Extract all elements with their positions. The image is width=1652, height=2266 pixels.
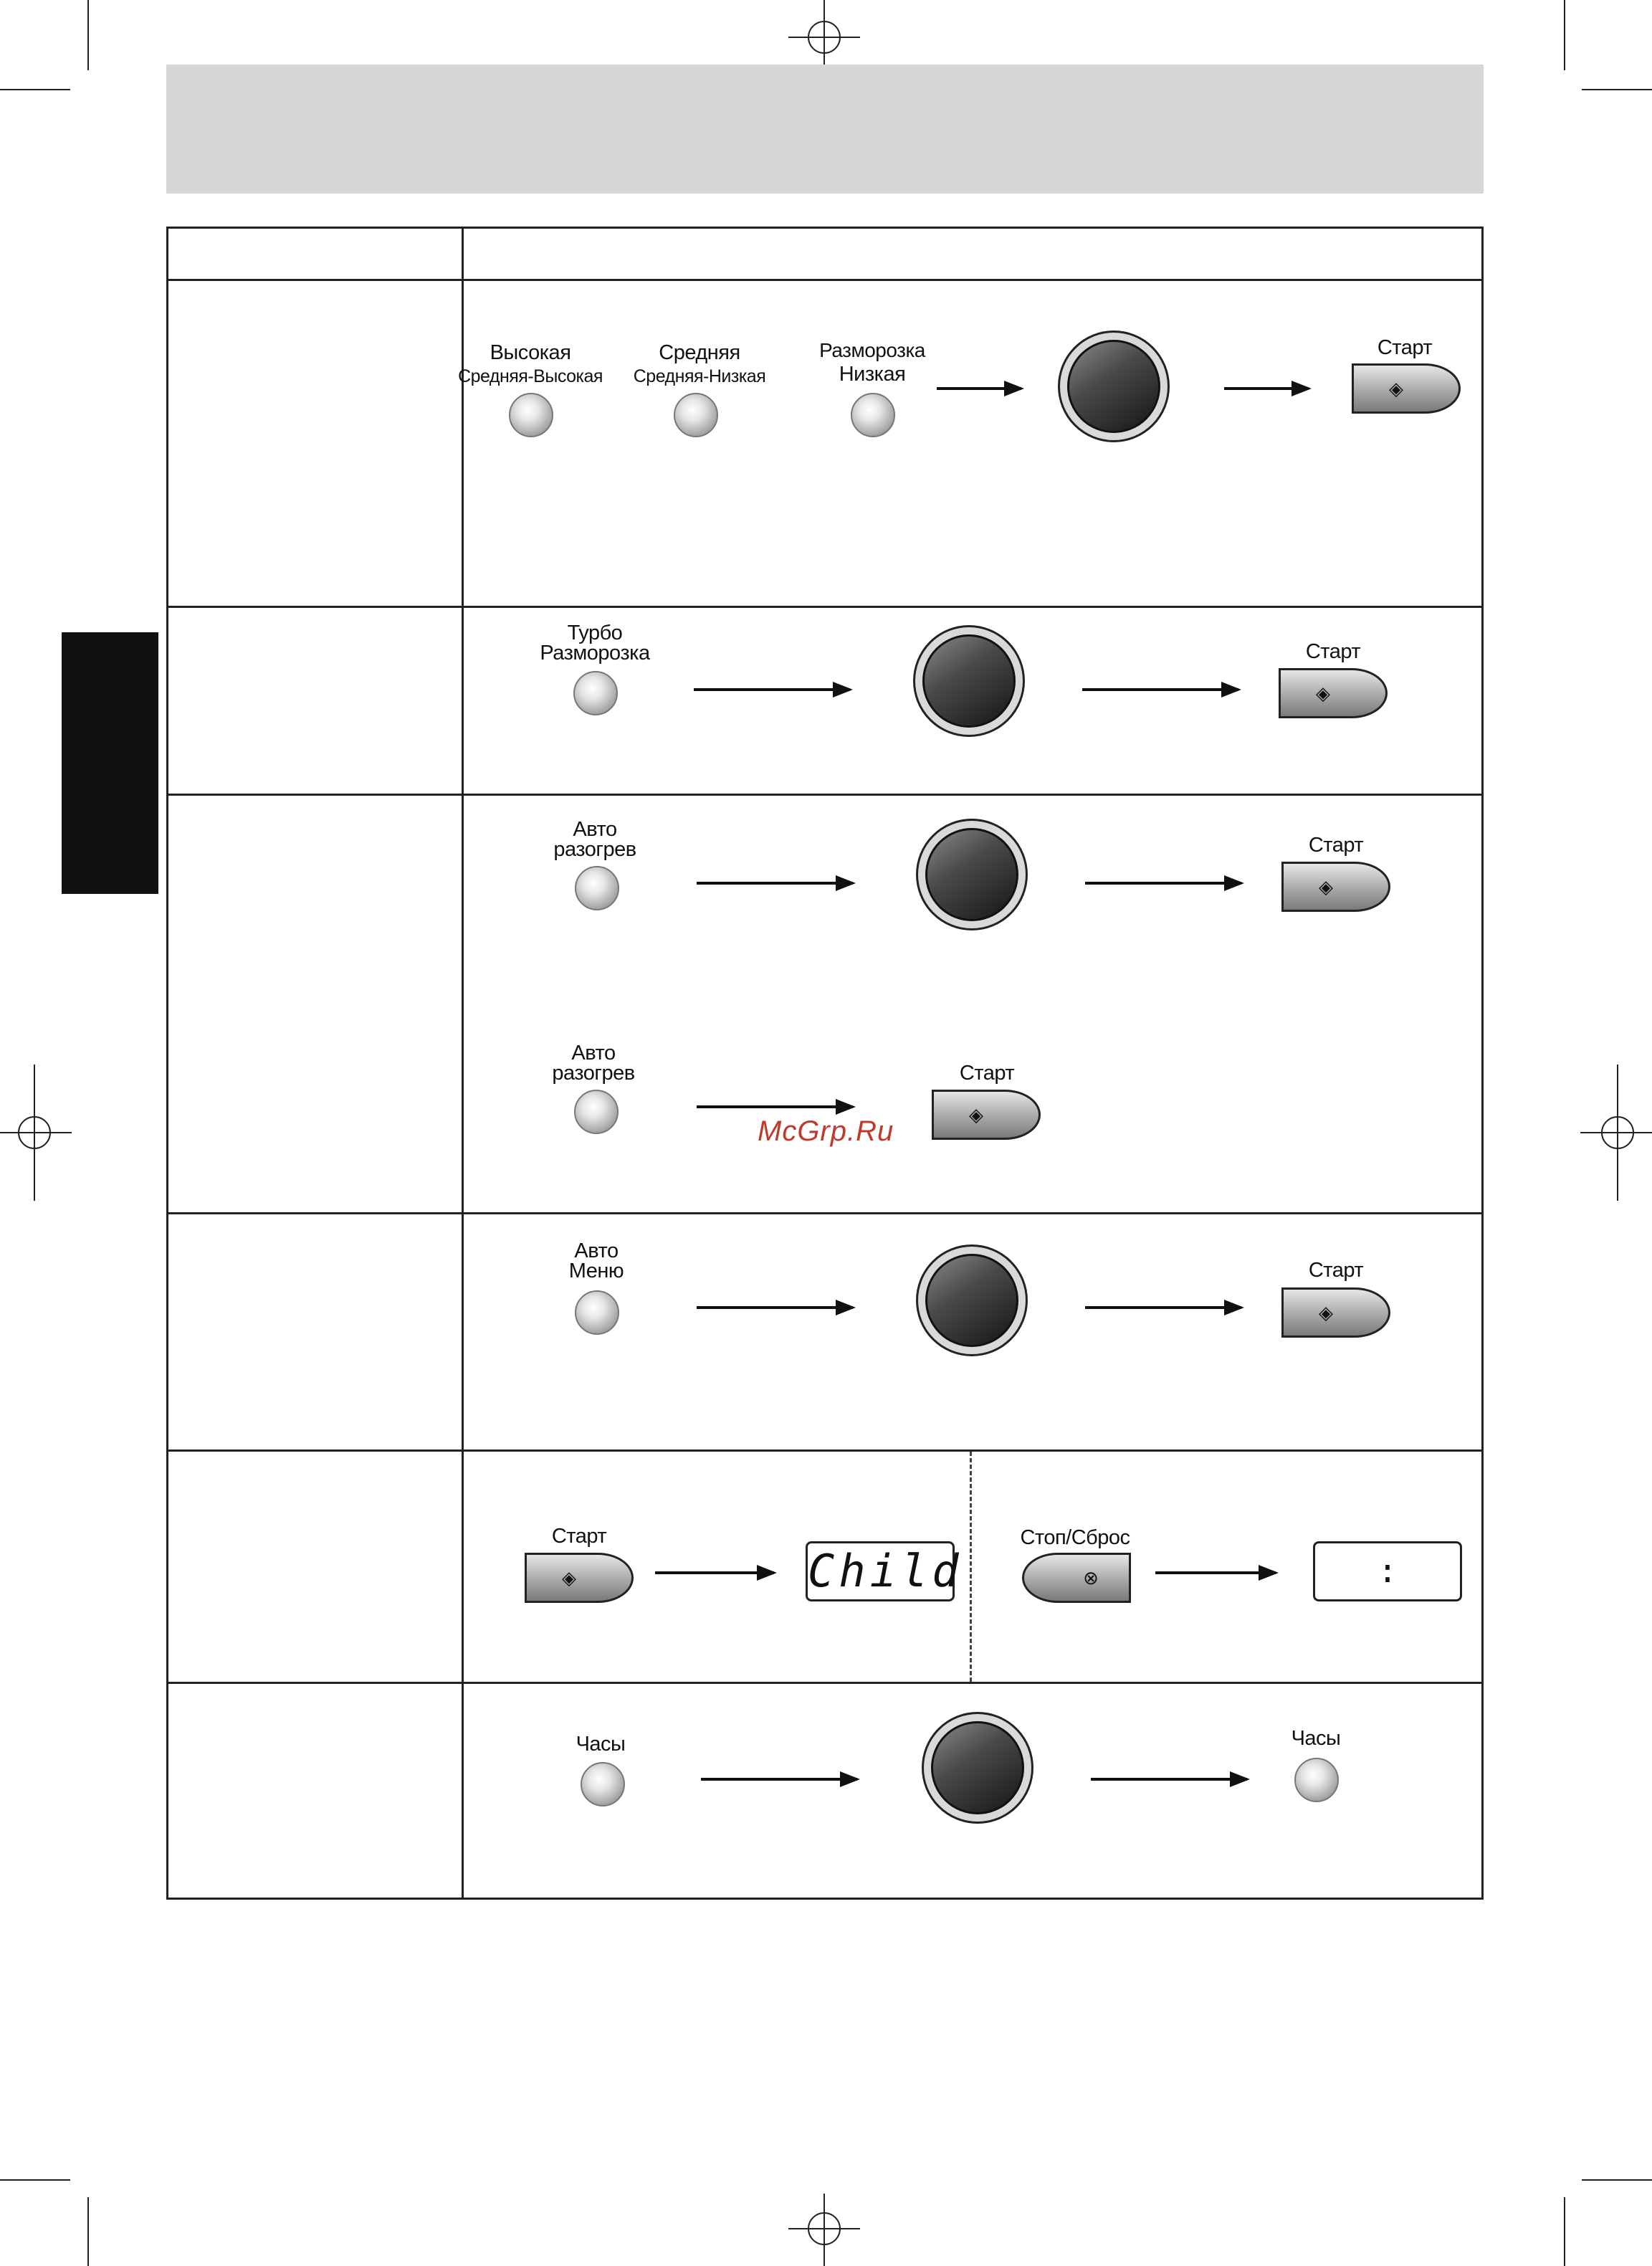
clock-button[interactable] xyxy=(1294,1758,1339,1802)
auto-reheat-button[interactable] xyxy=(575,866,619,910)
childlock-split-divider xyxy=(970,1452,972,1682)
arrow-icon xyxy=(1155,1571,1276,1574)
start-diamond-icon: ◈ xyxy=(969,1104,983,1125)
registration-mark-left xyxy=(0,1065,72,1201)
start-label: Старт xyxy=(1305,640,1361,663)
start-label: Старт xyxy=(959,1062,1015,1085)
start-button[interactable] xyxy=(932,1090,1041,1140)
stop-icon: ⊗ xyxy=(1083,1567,1099,1589)
auto-label: Авто xyxy=(574,1239,619,1262)
start-label: Старт xyxy=(1308,834,1364,857)
start-button[interactable] xyxy=(1281,862,1390,912)
row-divider-4 xyxy=(166,1449,1484,1452)
defrost-power-label: Разморозка xyxy=(819,339,925,361)
medium-power-label: Средняя xyxy=(659,341,740,364)
high-power-label: Высокая xyxy=(490,341,571,364)
low-power-button[interactable] xyxy=(851,393,895,437)
table-column-divider xyxy=(462,227,464,1900)
arrow-icon xyxy=(937,387,1021,390)
medium-high-power-label: Средняя-Высокая xyxy=(458,366,603,386)
high-power-button[interactable] xyxy=(509,393,553,437)
crop-mark-top-left-h xyxy=(0,89,70,90)
auto-menu-button[interactable] xyxy=(575,1290,619,1335)
arrow-icon xyxy=(701,1778,857,1781)
clock-label: Часы xyxy=(576,1733,626,1756)
turbo-label: Турбо xyxy=(567,622,623,644)
arrow-icon xyxy=(694,688,850,691)
start-label: Старт xyxy=(1377,336,1433,359)
arrow-icon xyxy=(1085,1306,1241,1309)
start-label: Старт xyxy=(551,1525,607,1548)
registration-mark-bottom xyxy=(781,2188,867,2266)
arrow-icon xyxy=(655,1571,774,1574)
arrow-icon xyxy=(1082,688,1238,691)
clock-button[interactable] xyxy=(581,1762,625,1806)
auto-label: Авто xyxy=(573,818,617,841)
medium-low-power-label: Средняя-Низкая xyxy=(633,366,766,386)
reheat-label: разогрев xyxy=(553,838,636,861)
medium-power-button[interactable] xyxy=(674,393,718,437)
crop-mark-bottom-right-h xyxy=(1582,2179,1652,2181)
arrow-icon xyxy=(697,1105,853,1108)
crop-mark-top-right-v xyxy=(1564,0,1565,70)
selector-dial[interactable] xyxy=(916,1244,1028,1356)
start-diamond-icon: ◈ xyxy=(562,1567,576,1589)
arrow-icon xyxy=(1091,1778,1247,1781)
low-power-label: Низкая xyxy=(839,363,906,386)
turbo-defrost-label: Разморозка xyxy=(540,642,650,665)
instruction-table xyxy=(166,227,1484,1900)
row-divider-2 xyxy=(166,794,1484,796)
selector-dial[interactable] xyxy=(922,1712,1033,1824)
registration-mark-right xyxy=(1580,1065,1652,1201)
menu-label: Меню xyxy=(568,1260,624,1282)
start-button[interactable] xyxy=(525,1553,634,1603)
selector-dial[interactable] xyxy=(1058,330,1170,442)
clock-display: : xyxy=(1313,1541,1462,1601)
stop-reset-button[interactable] xyxy=(1022,1553,1131,1603)
crop-mark-bottom-left-v xyxy=(87,2197,89,2266)
header-band xyxy=(166,65,1484,194)
crop-mark-top-left-v xyxy=(87,0,89,70)
arrow-icon xyxy=(1224,387,1309,390)
start-diamond-icon: ◈ xyxy=(1316,682,1330,704)
row-divider-5 xyxy=(166,1682,1484,1684)
clock-label: Часы xyxy=(1291,1727,1341,1750)
crop-mark-top-right-h xyxy=(1582,89,1652,90)
start-button[interactable] xyxy=(1281,1287,1390,1338)
stop-reset-label: Стоп/Сброс xyxy=(1020,1526,1130,1549)
crop-mark-bottom-left-h xyxy=(0,2179,70,2181)
start-diamond-icon: ◈ xyxy=(1319,1302,1333,1323)
start-diamond-icon: ◈ xyxy=(1319,876,1333,898)
section-side-tab xyxy=(62,632,158,894)
arrow-icon xyxy=(697,882,853,885)
start-button[interactable] xyxy=(1352,363,1461,414)
arrow-icon xyxy=(1085,882,1241,885)
start-button[interactable] xyxy=(1279,668,1388,718)
auto-reheat-button[interactable] xyxy=(574,1090,619,1134)
start-diamond-icon: ◈ xyxy=(1389,378,1403,399)
row-divider-1 xyxy=(166,606,1484,608)
crop-mark-bottom-right-v xyxy=(1564,2197,1565,2266)
reheat-label: разогрев xyxy=(552,1062,635,1085)
turbo-defrost-button[interactable] xyxy=(573,671,618,715)
table-header-divider xyxy=(166,279,1484,281)
selector-dial[interactable] xyxy=(913,625,1025,737)
selector-dial[interactable] xyxy=(916,819,1028,930)
auto-label: Авто xyxy=(571,1042,616,1065)
arrow-icon xyxy=(697,1306,853,1309)
row-divider-3 xyxy=(166,1212,1484,1214)
watermark-text: McGrp.Ru xyxy=(758,1115,894,1147)
start-label: Старт xyxy=(1308,1259,1364,1282)
child-lock-display: Child xyxy=(806,1541,955,1601)
